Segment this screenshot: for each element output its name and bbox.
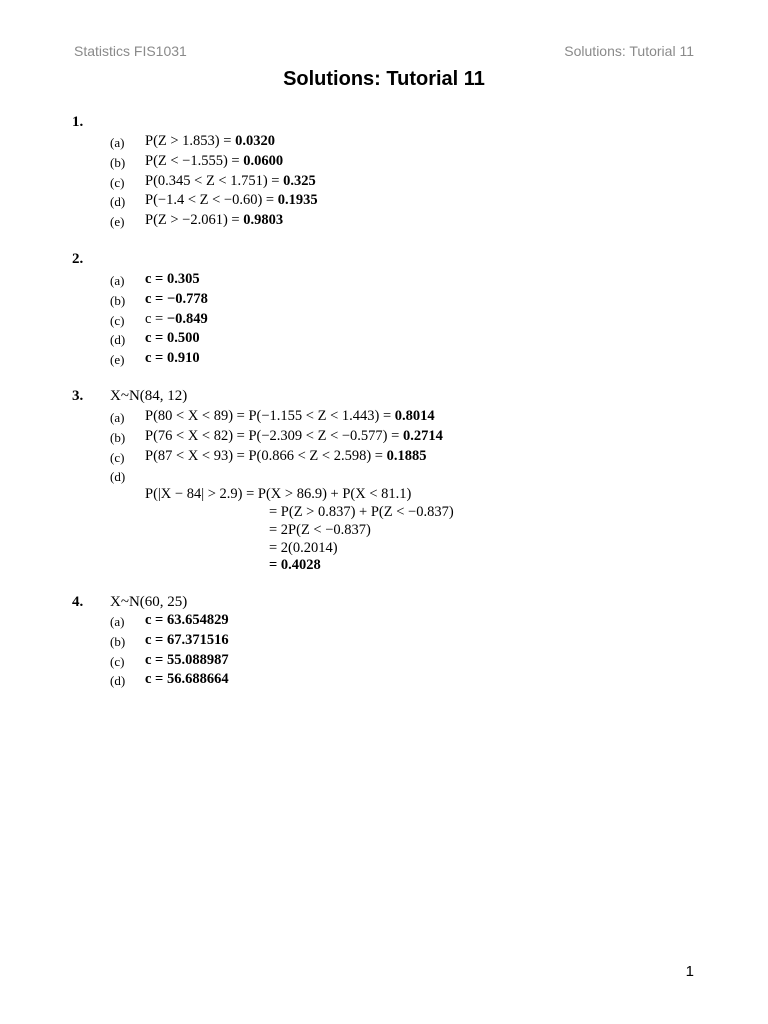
q1-d-label: (d)	[110, 194, 126, 209]
q3-distribution: X~N(84, 12)	[110, 388, 188, 404]
q2-d-label: (d)	[110, 332, 126, 347]
q2-a-expression	[145, 271, 200, 288]
q4-c-answer: c = 55.088987	[145, 652, 229, 668]
q3-d-line-3: = 2P(Z < −0.837)	[269, 522, 371, 538]
page-number: 1	[685, 963, 694, 980]
q2-c-expression: c = −0.849	[145, 311, 208, 327]
q4-distribution: X~N(60, 25)	[110, 594, 188, 610]
q3-d-final-answer: = 0.4028	[269, 557, 321, 573]
q3-a-label: (a)	[110, 410, 125, 425]
q3-c-expression: P(87 < X < 93) = P(0.866 < Z < 2.598) = 0.1885	[145, 448, 427, 464]
q4-d-answer: c = 56.688664	[145, 671, 229, 687]
q1-d-expression: P(−1.4 < Z < −0.60) = 0.1935	[145, 192, 318, 208]
q3-d-line-4: = 2(0.2014)	[269, 540, 338, 556]
q1-a-expression: P(Z > 1.853) = 0.0320	[145, 133, 275, 149]
q1-b-label: (b)	[110, 155, 126, 170]
question-3-number: 3.	[72, 388, 84, 404]
q4-c-label: (c)	[110, 654, 125, 669]
q2-d-answer: c = 0.500	[145, 330, 200, 346]
q2-a-label: (a)	[110, 273, 125, 288]
q3-a-answer: 0.8014	[394, 408, 435, 424]
q2-e-label: (e)	[110, 352, 125, 367]
q1-a-label: (a)	[110, 135, 125, 150]
q1-b-expression: P(Z < −1.555) = 0.0600	[145, 153, 284, 169]
q1-c-answer: 0.325	[283, 173, 316, 189]
q4-b-answer: c = 67.371516	[145, 632, 229, 648]
q4-a-expression	[145, 612, 229, 629]
q3-c-answer: 0.1885	[386, 448, 427, 464]
question-1-number: 1.	[72, 114, 84, 130]
q4-b-label: (b)	[110, 634, 126, 649]
question-2-number: 2.	[72, 251, 84, 267]
q3-d-label: (d)	[110, 469, 126, 484]
question-4-number: 4.	[72, 594, 84, 610]
q1-e-label: (e)	[110, 214, 125, 229]
q4-d-label: (d)	[110, 673, 126, 688]
q4-a-label: (a)	[110, 614, 125, 629]
q4-d-expression	[145, 671, 229, 688]
q4-b-expression	[145, 632, 229, 649]
q1-a-answer: 0.0320	[235, 133, 275, 149]
page-title: Solutions: Tutorial 11	[283, 68, 485, 90]
q1-d-answer: 0.1935	[277, 192, 318, 208]
q3-b-answer: 0.2714	[402, 428, 443, 444]
q2-b-label: (b)	[110, 293, 126, 308]
q3-b-expression: P(76 < X < 82) = P(−2.309 < Z < −0.577) = 0.2714	[145, 428, 443, 444]
q3-d-line-2: = P(Z > 0.837) + P(Z < −0.837)	[269, 504, 454, 520]
q3-a-expression: P(80 < X < 89) = P(−1.155 < Z < 1.443) = 0.8014	[145, 408, 435, 424]
q4-c-expression	[145, 652, 229, 669]
q2-c-label: (c)	[110, 313, 125, 328]
q1-e-answer: 0.9803	[243, 212, 284, 228]
q2-d-expression	[145, 330, 200, 347]
header-doc-title: Solutions: Tutorial 11	[564, 43, 694, 59]
q2-b-expression	[145, 291, 208, 308]
q1-e-expression: P(Z > −2.061) = 0.9803	[145, 212, 284, 228]
q2-e-answer: c = 0.910	[145, 350, 200, 366]
q2-b-answer: c = −0.778	[145, 291, 208, 307]
q1-c-label: (c)	[110, 175, 125, 190]
q4-a-answer: c = 63.654829	[145, 612, 229, 628]
q2-c-answer: −0.849	[166, 311, 208, 327]
q1-b-answer: 0.0600	[243, 153, 284, 169]
q3-d-line-1: P(|X − 84| > 2.9) = P(X > 86.9) + P(X < 81.1)	[145, 486, 412, 502]
q3-c-label: (c)	[110, 450, 125, 465]
q2-a-answer: c = 0.305	[145, 271, 200, 287]
q2-e-expression	[145, 350, 200, 367]
header-course: Statistics FIS1031	[74, 43, 187, 59]
q3-b-label: (b)	[110, 430, 126, 445]
q1-c-expression: P(0.345 < Z < 1.751) = 0.325	[145, 173, 316, 189]
